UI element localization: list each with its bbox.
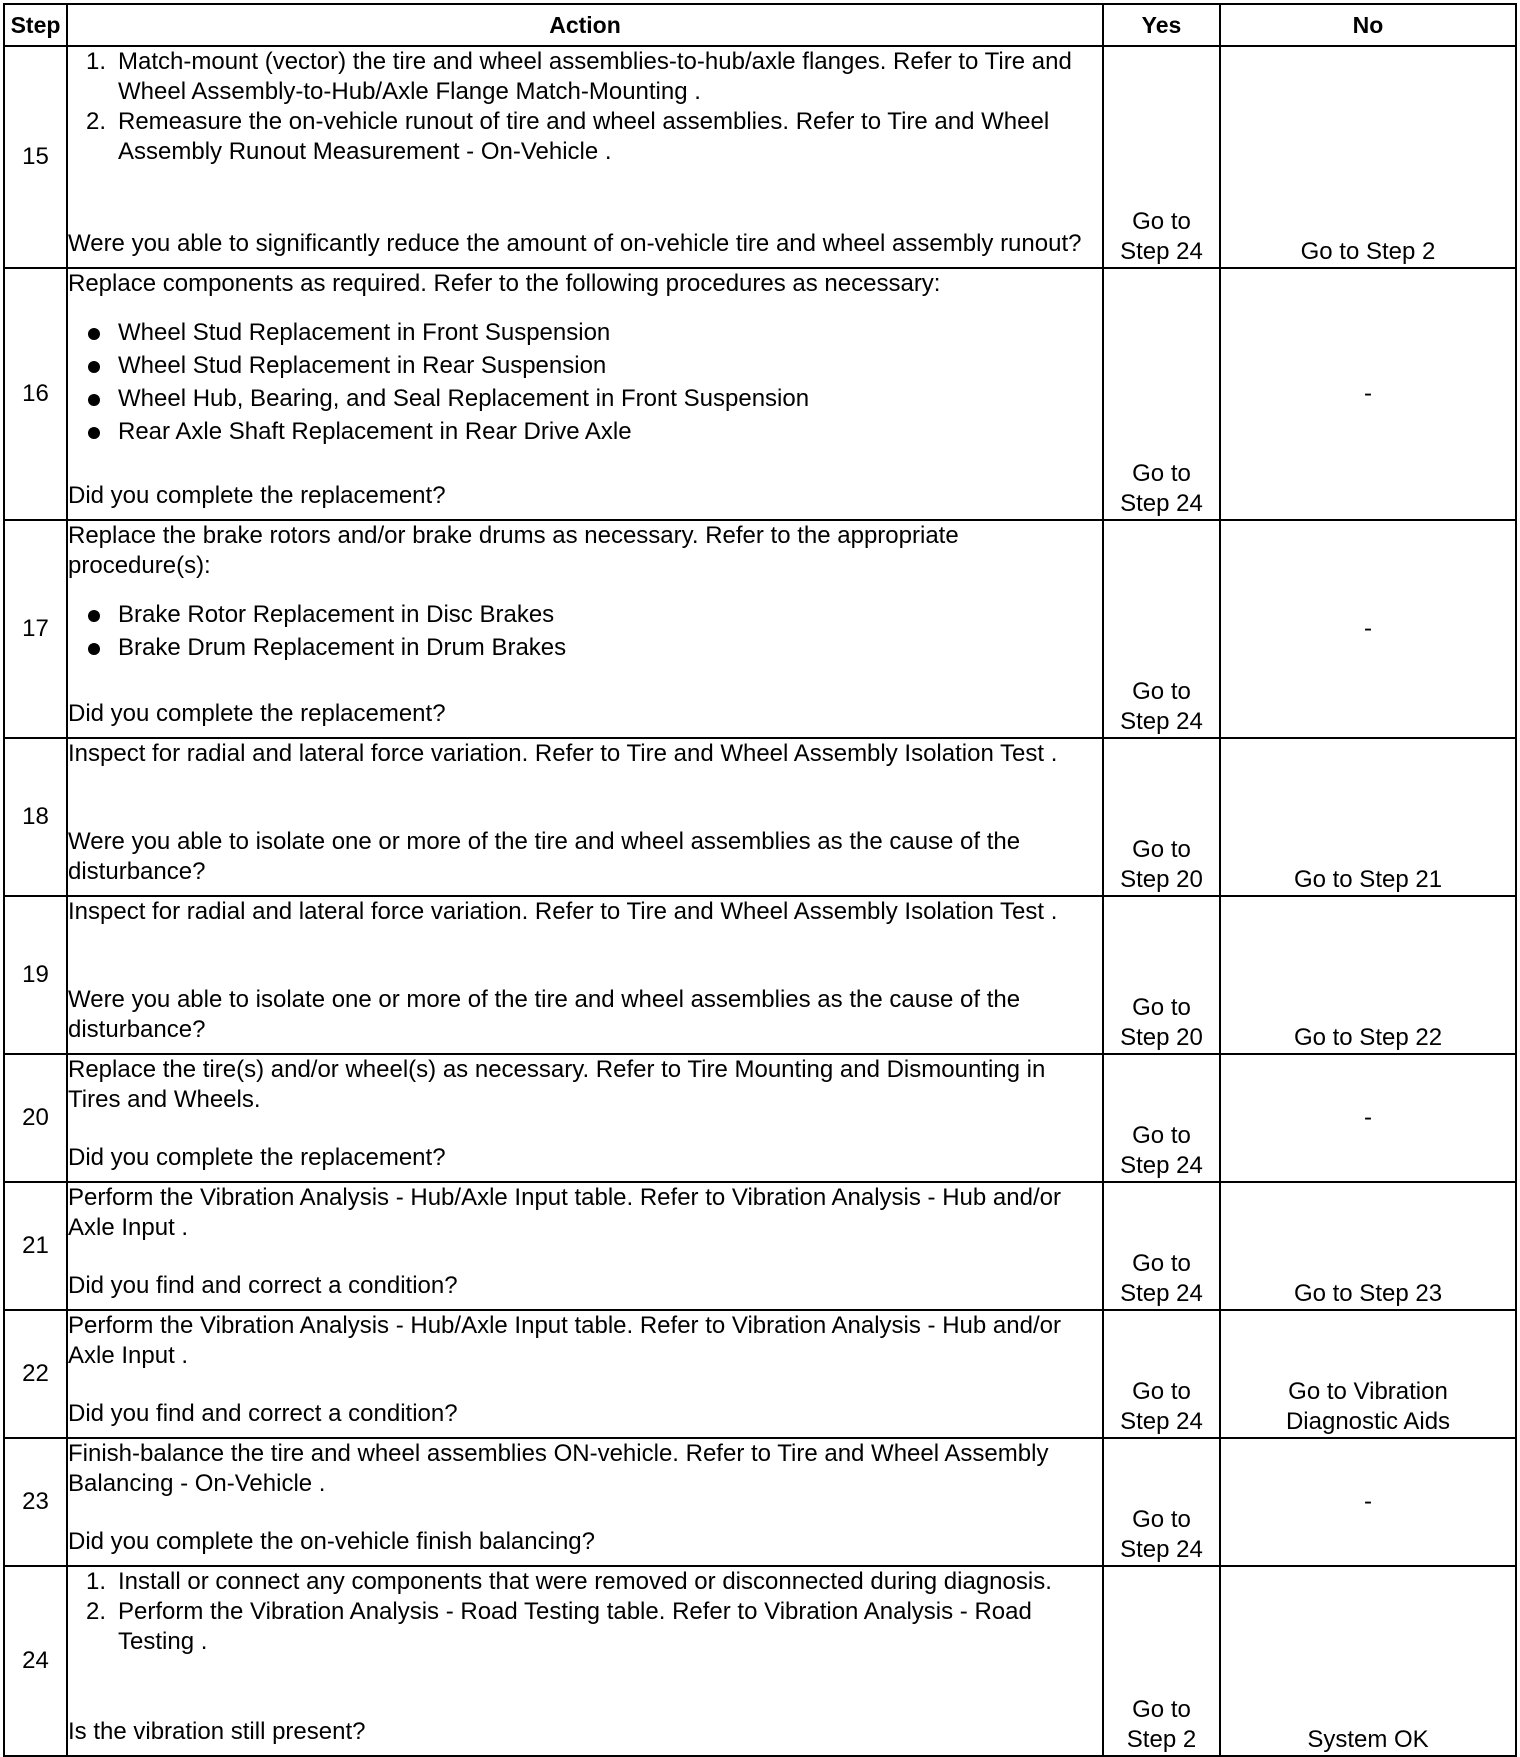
header-row bbox=[4, 4, 1516, 46]
table-row bbox=[4, 1438, 1516, 1566]
yes-outcome: Go to bbox=[1132, 1122, 1191, 1149]
table-row bbox=[4, 46, 1516, 268]
yes-outcome: Go to bbox=[1132, 1250, 1191, 1277]
step-number: 20 bbox=[4, 1054, 67, 1182]
bullet-icon bbox=[88, 643, 100, 655]
yes-outcome: Step 2 bbox=[1126, 1726, 1197, 1753]
action-question: Did you find and correct a condition? bbox=[68, 1400, 458, 1427]
yes-cell bbox=[1103, 738, 1220, 896]
action-content bbox=[68, 739, 1102, 887]
yes-outcome: Step 24 bbox=[1120, 238, 1203, 265]
no-outcome: Go to Step 23 bbox=[1293, 1280, 1443, 1307]
procedure-link[interactable]: Rear Axle Shaft Replacement in Rear Drive Axle bbox=[118, 418, 632, 445]
yes-outcome: Go to bbox=[1132, 1378, 1191, 1405]
action-instruction: Replace components as required. Refer to the following procedures as necessary: bbox=[68, 270, 941, 297]
no-cell bbox=[1220, 1182, 1516, 1310]
no-cell bbox=[1220, 1438, 1516, 1566]
yes-cell bbox=[1103, 896, 1220, 1054]
item-number: 2. bbox=[86, 1598, 107, 1625]
step-number: 22 bbox=[4, 1310, 67, 1438]
yes-cell bbox=[1103, 268, 1220, 520]
yes-outcome: Step 20 bbox=[1120, 866, 1203, 893]
no-outcome: - bbox=[1364, 615, 1372, 642]
step-number: 24 bbox=[4, 1566, 67, 1756]
yes-outcome: Go to bbox=[1132, 1506, 1191, 1533]
procedure-item bbox=[68, 384, 1102, 414]
yes-outcome: Go to bbox=[1132, 678, 1191, 705]
action-content bbox=[68, 269, 1102, 511]
action-instruction: Replace the brake rotors and/or brake drums as necessary. Refer to the appropriate procedure(s): bbox=[68, 522, 959, 579]
table-row bbox=[4, 1310, 1516, 1438]
step-number: 19 bbox=[4, 896, 67, 1054]
action-cell bbox=[67, 520, 1103, 738]
numbered-item bbox=[68, 1567, 1102, 1597]
procedure-list bbox=[68, 600, 1102, 663]
table-row bbox=[4, 520, 1516, 738]
no-cell bbox=[1220, 520, 1516, 738]
yes-cell bbox=[1103, 1310, 1220, 1438]
action-cell bbox=[67, 1310, 1103, 1438]
bullet-icon bbox=[88, 394, 100, 406]
action-instruction: Perform the Vibration Analysis - Hub/Axle Input table. Refer to Vibration Analysis - Hub and/or Axle Input . bbox=[68, 1184, 1061, 1241]
procedure-link[interactable]: Brake Rotor Replacement in Disc Brakes bbox=[118, 601, 555, 628]
yes-outcome: Go to bbox=[1132, 1696, 1191, 1723]
table-row bbox=[4, 896, 1516, 1054]
yes-outcome: Go to bbox=[1132, 994, 1191, 1021]
no-cell bbox=[1220, 1566, 1516, 1756]
action-content bbox=[68, 521, 1102, 729]
no-cell bbox=[1220, 1310, 1516, 1438]
spacer bbox=[68, 581, 1102, 597]
yes-cell bbox=[1103, 1182, 1220, 1310]
item-text: Perform the Vibration Analysis - Road Testing table. Refer to Vibration Analysis - Road Testing . bbox=[118, 1598, 1032, 1655]
yes-cell bbox=[1103, 1566, 1220, 1756]
action-body bbox=[68, 521, 1102, 663]
procedure-list bbox=[68, 318, 1102, 447]
action-content bbox=[68, 1439, 1102, 1557]
item-number: 1. bbox=[86, 1568, 107, 1595]
yes-outcome: Step 24 bbox=[1120, 708, 1203, 735]
step-number: 17 bbox=[4, 520, 67, 738]
header-action: Action bbox=[67, 4, 1103, 46]
no-outcome: - bbox=[1364, 1488, 1372, 1515]
action-body bbox=[68, 897, 1102, 927]
item-text: Match-mount (vector) the tire and wheel assemblies-to-hub/axle flanges. Refer to Tire and Wheel Assembly-to-Hub/Axle Flange Match-Mounting . bbox=[118, 48, 1072, 105]
no-outcome: - bbox=[1364, 380, 1372, 407]
no-cell bbox=[1220, 738, 1516, 896]
action-question: Did you complete the replacement? bbox=[68, 482, 446, 509]
yes-outcome: Go to bbox=[1132, 836, 1191, 863]
yes-outcome: Step 24 bbox=[1120, 1408, 1203, 1435]
action-instruction: Replace the tire(s) and/or wheel(s) as necessary. Refer to Tire Mounting and Dismounting in Tires and Wheels. bbox=[68, 1056, 1046, 1113]
action-cell bbox=[67, 1438, 1103, 1566]
action-body bbox=[68, 269, 1102, 447]
bullet-icon bbox=[88, 328, 100, 340]
no-outcome: Go to Vibration bbox=[1288, 1378, 1448, 1405]
action-cell bbox=[67, 1054, 1103, 1182]
bullet-icon bbox=[88, 427, 100, 439]
step-number: 21 bbox=[4, 1182, 67, 1310]
action-content bbox=[68, 1567, 1102, 1747]
action-question: Were you able to isolate one or more of the tire and wheel assemblies as the cause of the disturbance? bbox=[68, 828, 1021, 885]
action-question: Is the vibration still present? bbox=[68, 1718, 366, 1745]
numbered-list bbox=[68, 47, 1102, 167]
procedure-item bbox=[68, 351, 1102, 381]
action-instruction: Inspect for radial and lateral force variation. Refer to Tire and Wheel Assembly Isolation Test . bbox=[68, 740, 1058, 767]
action-cell bbox=[67, 268, 1103, 520]
action-content bbox=[68, 1183, 1102, 1301]
action-cell bbox=[67, 1566, 1103, 1756]
header-no: No bbox=[1220, 4, 1516, 46]
procedure-item bbox=[68, 600, 1102, 630]
yes-cell bbox=[1103, 1438, 1220, 1566]
action-body bbox=[68, 1567, 1102, 1657]
item-number: 1. bbox=[86, 48, 107, 75]
action-instruction: Inspect for radial and lateral force variation. Refer to Tire and Wheel Assembly Isolation Test . bbox=[68, 898, 1058, 925]
action-question: Did you complete the replacement? bbox=[68, 1144, 446, 1171]
action-cell bbox=[67, 1182, 1103, 1310]
no-cell bbox=[1220, 46, 1516, 268]
item-text: Remeasure the on-vehicle runout of tire and wheel assemblies. Refer to Tire and Wheel Assembly Runout Measurement - On-Vehicle . bbox=[118, 108, 1050, 165]
table-row bbox=[4, 1054, 1516, 1182]
no-cell bbox=[1220, 1054, 1516, 1182]
procedure-item bbox=[68, 633, 1102, 663]
header-yes: Yes bbox=[1103, 4, 1220, 46]
action-question: Did you complete the replacement? bbox=[68, 700, 446, 727]
action-content bbox=[68, 897, 1102, 1045]
yes-outcome: Step 24 bbox=[1120, 1152, 1203, 1179]
yes-outcome: Go to bbox=[1132, 460, 1191, 487]
action-body bbox=[68, 1311, 1102, 1371]
no-outcome: Go to Step 21 bbox=[1293, 866, 1443, 893]
numbered-list bbox=[68, 1567, 1102, 1657]
yes-outcome: Step 24 bbox=[1120, 490, 1203, 517]
step-number: 16 bbox=[4, 268, 67, 520]
no-outcome: Go to Step 22 bbox=[1293, 1024, 1443, 1051]
diagnostic-table bbox=[3, 3, 1517, 1757]
procedure-item bbox=[68, 417, 1102, 447]
yes-outcome: Step 20 bbox=[1120, 1024, 1203, 1051]
numbered-item bbox=[68, 1597, 1102, 1657]
procedure-link[interactable]: Wheel Hub, Bearing, and Seal Replacement in Front Suspension bbox=[118, 385, 810, 412]
action-question: Were you able to isolate one or more of the tire and wheel assemblies as the cause of the disturbance? bbox=[68, 986, 1021, 1043]
bullet-icon bbox=[88, 610, 100, 622]
item-number: 2. bbox=[86, 108, 107, 135]
action-question: Did you find and correct a condition? bbox=[68, 1272, 458, 1299]
yes-cell bbox=[1103, 1054, 1220, 1182]
numbered-item bbox=[68, 107, 1102, 167]
action-body bbox=[68, 1183, 1102, 1243]
yes-outcome: Go to bbox=[1132, 208, 1191, 235]
table-row bbox=[4, 738, 1516, 896]
action-cell bbox=[67, 46, 1103, 268]
procedure-link[interactable]: Wheel Stud Replacement in Rear Suspension bbox=[118, 352, 607, 379]
procedure-link[interactable]: Wheel Stud Replacement in Front Suspension bbox=[118, 319, 611, 346]
bullet-icon bbox=[88, 361, 100, 373]
no-cell bbox=[1220, 268, 1516, 520]
action-instruction: Finish-balance the tire and wheel assemblies ON-vehicle. Refer to Tire and Wheel Assembly Balancing - On-Vehicle . bbox=[68, 1440, 1049, 1497]
no-outcome: - bbox=[1364, 1104, 1372, 1131]
yes-outcome: Step 24 bbox=[1120, 1536, 1203, 1563]
numbered-item bbox=[68, 47, 1102, 107]
action-instruction: Perform the Vibration Analysis - Hub/Axle Input table. Refer to Vibration Analysis - Hub and/or Axle Input . bbox=[68, 1312, 1061, 1369]
action-question: Did you complete the on-vehicle finish balancing? bbox=[68, 1528, 595, 1555]
action-body bbox=[68, 1439, 1102, 1499]
item-text: Install or connect any components that were removed or disconnected during diagnosis. bbox=[118, 1568, 1052, 1595]
step-number: 18 bbox=[4, 738, 67, 896]
action-body bbox=[68, 1055, 1102, 1115]
spacer bbox=[68, 299, 1102, 315]
step-number: 15 bbox=[4, 46, 67, 268]
table-row bbox=[4, 1182, 1516, 1310]
yes-cell bbox=[1103, 520, 1220, 738]
header-step: Step bbox=[4, 4, 67, 46]
step-number: 23 bbox=[4, 1438, 67, 1566]
action-body bbox=[68, 739, 1102, 769]
no-outcome: Diagnostic Aids bbox=[1285, 1408, 1451, 1435]
action-question: Were you able to significantly reduce the amount of on-vehicle tire and wheel assembly runout? bbox=[68, 230, 1082, 257]
yes-outcome: Step 24 bbox=[1120, 1280, 1203, 1307]
action-content bbox=[68, 47, 1102, 259]
action-cell bbox=[67, 896, 1103, 1054]
table-row bbox=[4, 268, 1516, 520]
procedure-link[interactable]: Brake Drum Replacement in Drum Brakes bbox=[118, 634, 567, 661]
action-content bbox=[68, 1055, 1102, 1173]
no-outcome: Go to Step 2 bbox=[1300, 238, 1436, 265]
table-row bbox=[4, 1566, 1516, 1756]
no-outcome: System OK bbox=[1307, 1726, 1429, 1753]
action-body bbox=[68, 47, 1102, 167]
no-cell bbox=[1220, 896, 1516, 1054]
yes-cell bbox=[1103, 46, 1220, 268]
procedure-item bbox=[68, 318, 1102, 348]
action-cell bbox=[67, 738, 1103, 896]
action-content bbox=[68, 1311, 1102, 1429]
